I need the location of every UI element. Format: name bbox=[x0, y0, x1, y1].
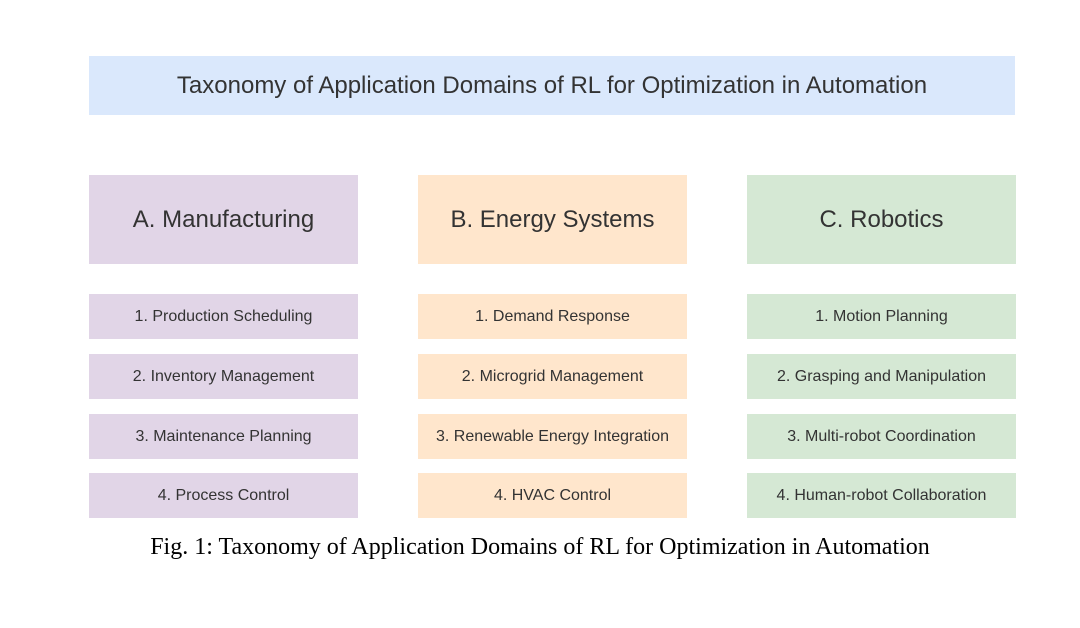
figure-caption: Fig. 1: Taxonomy of Application Domains of RL for Optimization in Automation bbox=[150, 534, 930, 560]
diagram-title: Taxonomy of Application Domains of RL for Optimization in Automation bbox=[176, 71, 928, 99]
item-label: 3. Multi-robot Coordination bbox=[787, 427, 976, 445]
item-motion-planning bbox=[747, 294, 1016, 339]
item-label: 4. Human-robot Collaboration bbox=[776, 486, 987, 504]
column-header-label: B. Energy Systems bbox=[450, 205, 655, 233]
item-label: 3. Renewable Energy Integration bbox=[435, 427, 670, 445]
column-manufacturing bbox=[89, 175, 358, 504]
item-label: 1. Production Scheduling bbox=[134, 307, 313, 325]
column-header-label: C. Robotics bbox=[819, 205, 944, 233]
item-grasping-and-manipulation bbox=[747, 354, 1016, 399]
item-demand-response bbox=[418, 294, 687, 339]
item-label: 4. HVAC Control bbox=[493, 486, 612, 504]
item-maintenance-planning bbox=[89, 414, 358, 459]
column-header-robotics bbox=[747, 175, 1016, 264]
item-label: 2. Grasping and Manipulation bbox=[776, 367, 987, 385]
column-header-energy-systems bbox=[418, 175, 687, 264]
item-renewable-energy-integration bbox=[418, 414, 687, 459]
column-robotics bbox=[747, 175, 1016, 504]
item-label: 2. Inventory Management bbox=[132, 367, 315, 385]
item-production-scheduling bbox=[89, 294, 358, 339]
item-hvac-control bbox=[418, 473, 687, 518]
item-label: 2. Microgrid Management bbox=[461, 367, 644, 385]
diagram-title-box bbox=[89, 56, 1015, 115]
item-label: 4. Process Control bbox=[157, 486, 290, 504]
item-inventory-management bbox=[89, 354, 358, 399]
item-process-control bbox=[89, 473, 358, 518]
column-header-label: A. Manufacturing bbox=[132, 205, 315, 233]
item-microgrid-management bbox=[418, 354, 687, 399]
item-human-robot-collaboration bbox=[747, 473, 1016, 518]
item-label: 3. Maintenance Planning bbox=[135, 427, 312, 445]
item-label: 1. Demand Response bbox=[475, 307, 630, 325]
item-label: 1. Motion Planning bbox=[815, 307, 948, 325]
column-header-manufacturing bbox=[89, 175, 358, 264]
column-energy-systems bbox=[418, 175, 687, 504]
item-multi-robot-coordination bbox=[747, 414, 1016, 459]
